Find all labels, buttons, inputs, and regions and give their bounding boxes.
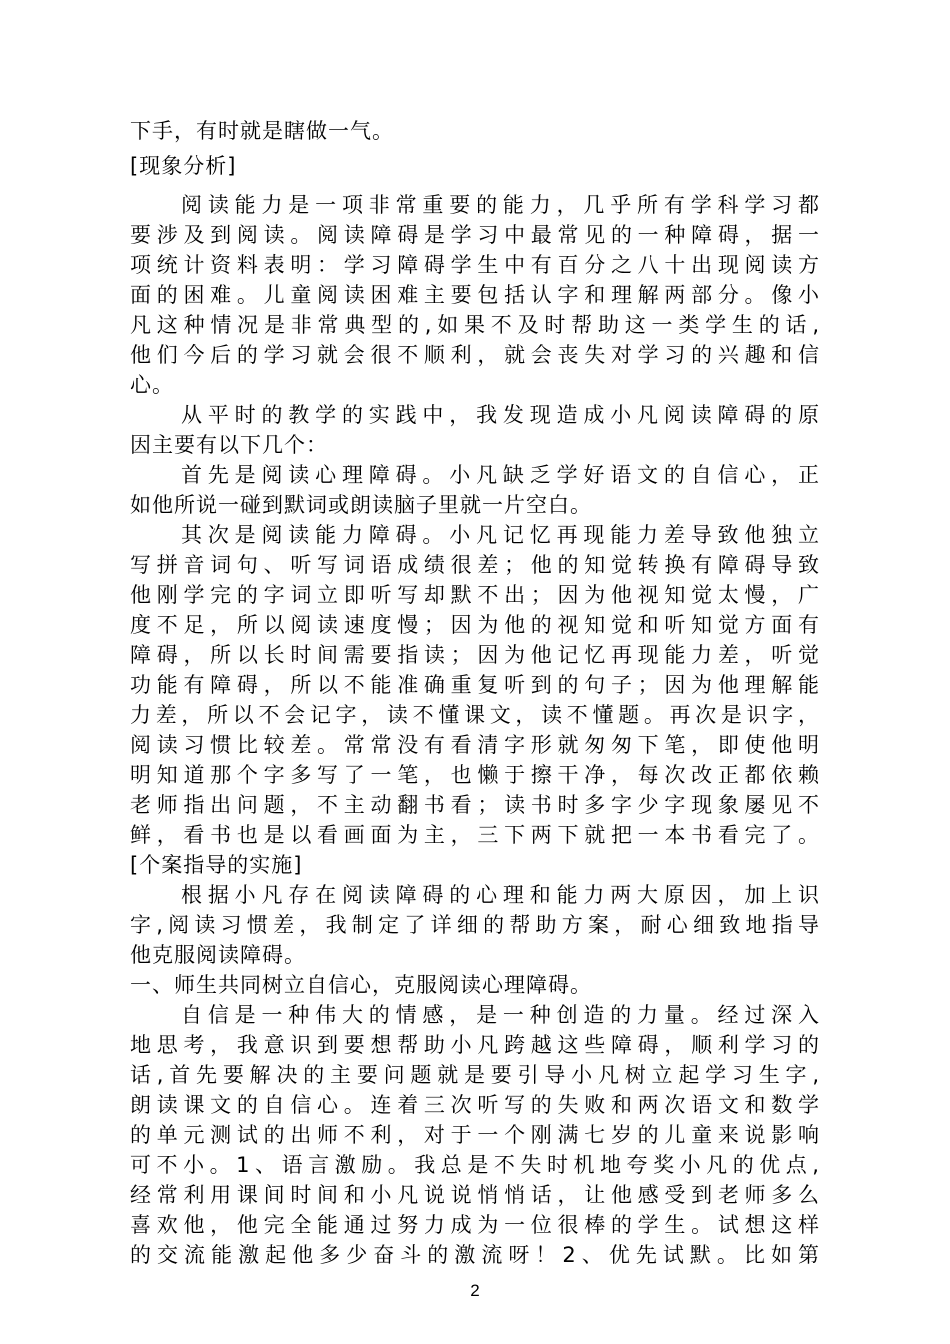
text-line: 要涉及到阅读。阅读障碍是学习中最常见的一种障碍，据一 <box>130 223 820 247</box>
text-line: 项统计资料表明：学习障碍学生中有百分之八十出现阅读方 <box>130 253 820 277</box>
text-line: 的单元测试的出师不利，对于一个刚满七岁的儿童来说影响 <box>130 1123 820 1147</box>
text-line: [现象分析] <box>130 154 237 178</box>
text-line: 经常利用课间时间和小凡说说悄悄话，让他感受到老师多么 <box>130 1183 820 1207</box>
text-line: 一、师生共同树立自信心，克服阅读心理障碍。 <box>130 973 592 997</box>
text-line: 鲜，看书也是以看画面为主，三下两下就把一本书看完了。 <box>130 823 820 847</box>
text-line: 写拼音词句、听写词语成绩很差；他的知觉转换有障碍导致 <box>130 553 820 577</box>
text-line: 度不足，所以阅读速度慢；因为他的视知觉和听知觉方面有 <box>130 613 820 637</box>
text-line: 阅读能力是一项非常重要的能力，几乎所有学科学习都 <box>181 193 820 217</box>
text-line: 他刚学完的字词立即听写却默不出；因为他视知觉太慢，广 <box>130 583 820 607</box>
text-line: 字,阅读习惯差，我制定了详细的帮助方案，耐心细致地指导 <box>130 913 820 937</box>
text-line: 其次是阅读能力障碍。小凡记忆再现能力差导致他独立 <box>181 523 820 547</box>
text-line: 如他所说一碰到默词或朗读脑子里就一片空白。 <box>130 493 592 517</box>
text-line: 首先是阅读心理障碍。小凡缺乏学好语文的自信心，正 <box>181 463 820 487</box>
text-line: 朗读课文的自信心。连着三次听写的失败和两次语文和数学 <box>130 1093 820 1117</box>
text-line: 面的困难。儿童阅读困难主要包括认字和理解两部分。像小 <box>130 283 820 307</box>
text-line: 力差，所以不会记字，读不懂课文，读不懂题。再次是识字， <box>130 703 820 727</box>
text-line: 心。 <box>130 373 174 397</box>
page-number: 2 <box>470 1281 480 1300</box>
text-line: 可不小。1、语言激励。我总是不失时机地夸奖小凡的优点, <box>130 1153 820 1177</box>
text-line: 话,首先要解决的主要问题就是要引导小凡树立起学习生字, <box>130 1063 820 1087</box>
text-line: 下手，有时就是瞎做一气。 <box>130 119 394 143</box>
text-line: 功能有障碍，所以不能准确重复听到的句子；因为他理解能 <box>130 673 820 697</box>
text-line: 因主要有以下几个： <box>130 433 328 457</box>
text-line: 地思考，我意识到要想帮助小凡跨越这些障碍，顺利学习的 <box>130 1033 820 1057</box>
text-line: 喜欢他，他完全能通过努力成为一位很棒的学生。试想这样 <box>130 1213 820 1237</box>
text-line: 阅读习惯比较差。常常没有看清字形就匆匆下笔，即使他明 <box>130 733 820 757</box>
text-line: 他们今后的学习就会很不顺利，就会丧失对学习的兴趣和信 <box>130 343 820 367</box>
text-line: 自信是一种伟大的情感，是一种创造的力量。经过深入 <box>181 1003 820 1027</box>
text-line: 的交流能激起他多少奋斗的激流呀！2、优先试默。比如第 <box>130 1243 820 1267</box>
text-line: 障碍，所以长时间需要指读；因为他记忆再现能力差，听觉 <box>130 643 820 667</box>
text-line: 凡这种情况是非常典型的,如果不及时帮助这一类学生的话, <box>130 313 820 337</box>
text-line: [个案指导的实施] <box>130 853 303 877</box>
text-line: 老师指出问题，不主动翻书看；读书时多字少字现象屡见不 <box>130 793 820 817</box>
text-line: 根据小凡存在阅读障碍的心理和能力两大原因，加上识 <box>181 883 820 907</box>
text-line: 他克服阅读障碍。 <box>130 943 306 967</box>
text-line: 从平时的教学的实践中，我发现造成小凡阅读障碍的原 <box>181 403 820 427</box>
text-line: 明知道那个字多写了一笔，也懒于擦干净，每次改正都依赖 <box>130 763 820 787</box>
